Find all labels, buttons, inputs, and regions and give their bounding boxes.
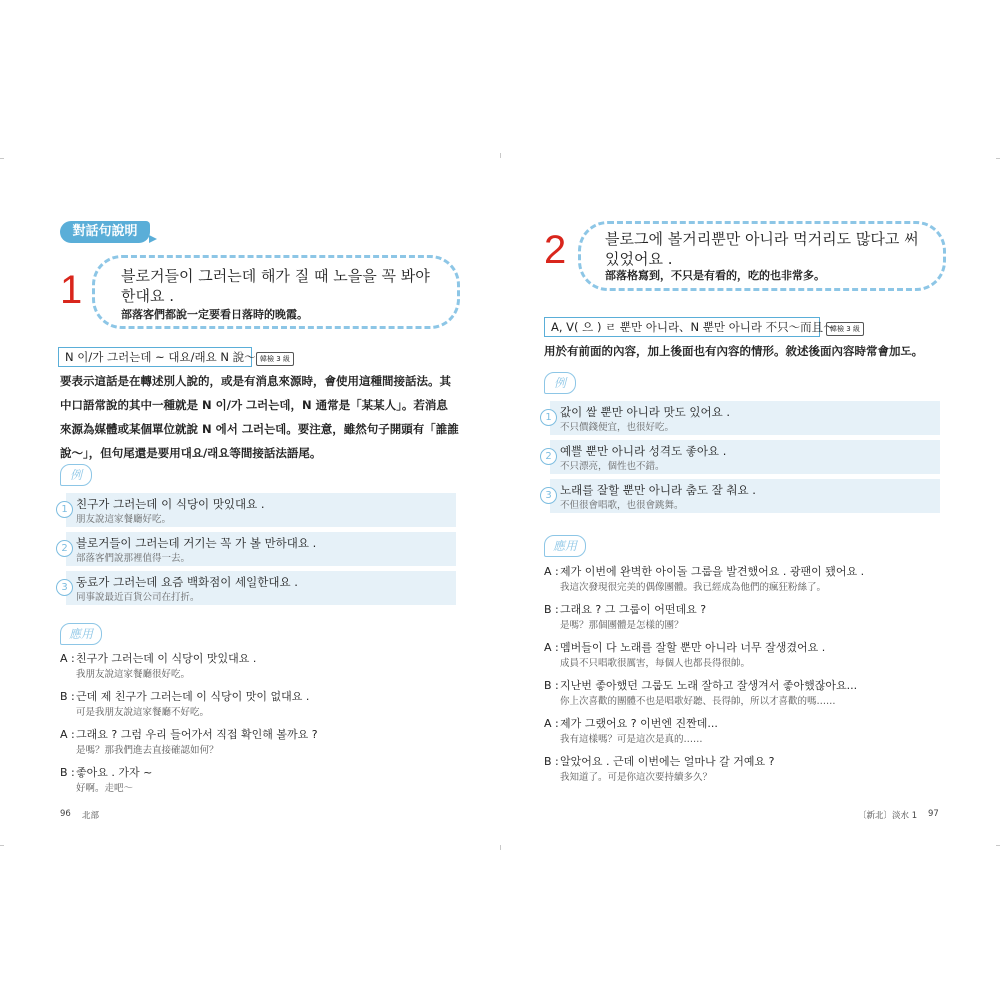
- example-chinese: 朋友說這家餐廳好吃。: [76, 514, 172, 525]
- dialogue-chinese: 可是我朋友說這家餐廳不好吃。: [76, 707, 210, 718]
- dialogue-speaker: A :: [544, 717, 559, 730]
- level-badge: 韓檢 3 級: [826, 322, 864, 336]
- dialogue-korean: 친구가 그러는데 이 식당이 맛있대요 .: [76, 652, 257, 665]
- sentence-number: 2: [544, 228, 567, 272]
- dialogue-korean: 제가 이번에 완벽한 아이돌 그룹을 발견했어요 . 광팬이 됐어요 .: [560, 565, 865, 578]
- dialogue-korean: 그래요 ? 그 그룹이 어떤데요 ?: [560, 603, 707, 616]
- dialogue-korean: 알았어요 . 근데 이번에는 얼마나 갈 거예요 ?: [560, 755, 775, 768]
- examples-label: 例: [60, 464, 92, 486]
- dialogue-chinese: 好啊。走吧〜: [76, 783, 134, 794]
- grammar-pattern: N 이/가 그러는데 ~ 대요/래요 N 說〜: [58, 347, 252, 367]
- explanation-line: 說〜」，但句尾還是要用대요/래요等間接話法語尾。: [60, 446, 322, 460]
- example-korean: 블로거들이 그러는데 거기는 꼭 가 볼 만하대요 .: [76, 536, 317, 550]
- example-chinese: 不只漂亮，個性也不錯。: [560, 461, 665, 472]
- bubble-korean-line: 블로그에 볼거리뿐만 아니라 먹거리도 많다고 써: [605, 230, 919, 248]
- section-name: 〔新北〕淡水 1: [858, 811, 918, 821]
- example-number: 2: [56, 540, 73, 557]
- explanation-line: 中口語常說的其中一種就是 N 이/가 그러는데，N 通常是「某某人」。若消息: [60, 398, 448, 412]
- dialogue-chinese: 我朋友說這家餐廳很好吃。: [76, 669, 191, 680]
- application-label: 應用: [544, 535, 586, 557]
- dialogue-speaker: B :: [544, 755, 559, 768]
- right-page: [500, 0, 1000, 1000]
- dialogue-korean: 멤버들이 다 노래를 잘할 뿐만 아니라 너무 잘생겼어요 .: [560, 641, 826, 654]
- example-number: 3: [56, 579, 73, 596]
- dialogue-chinese: 是嗎？那我們進去直接確認如何？: [76, 745, 219, 756]
- dialogue-speaker: B :: [60, 690, 75, 703]
- dialogue-korean: 지난번 좋아했던 그룹도 노래 잘하고 잘생겨서 좋아했잖아요...: [560, 679, 858, 692]
- bubble-korean-line: 한대요 .: [121, 287, 175, 305]
- dialogue-speaker: A :: [60, 652, 75, 665]
- page-number: 97: [928, 809, 939, 819]
- example-number: 2: [540, 448, 557, 465]
- bubble-korean-line: 블로거들이 그러는데 해가 질 때 노을을 꼭 봐야: [121, 267, 430, 285]
- explanation-line: 用於有前面的內容，加上後面也有內容的情形。敘述後面內容時常會加도。: [544, 344, 924, 358]
- dialogue-chinese: 我這次發現很完美的偶像團體。我已經成為他們的瘋狂粉絲了。: [560, 582, 827, 593]
- sentence-bubble: [92, 255, 460, 329]
- example-chinese: 不但很會唱歌，也很會跳舞。: [560, 500, 684, 511]
- dialogue-speaker: B :: [544, 679, 559, 692]
- section-header-tag: 對話句說明: [60, 221, 150, 243]
- grammar-pattern: A, V( 으 ) ㄹ 뿐만 아니라、N 뿐만 아니라 不只〜而且〜: [544, 317, 820, 337]
- example-number: 1: [540, 409, 557, 426]
- example-number: 1: [56, 501, 73, 518]
- bubble-chinese-translation: 部落客們都說一定要看日落時的晚霞。: [121, 308, 308, 321]
- bubble-chinese-translation: 部落格寫到，不只是有看的，吃的也非常多。: [605, 269, 825, 282]
- dialogue-chinese: 我知道了。可是你這次要持續多久？: [560, 772, 713, 783]
- section-name: 北部: [82, 811, 100, 821]
- dialogue-chinese: 你上次喜歡的團體不也是唱歌好聽、長得帥，所以才喜歡的嗎……: [560, 696, 836, 707]
- example-chinese: 同事說最近百貨公司在打折。: [76, 592, 200, 603]
- dialogue-speaker: B :: [60, 766, 75, 779]
- sentence-number: 1: [60, 268, 83, 312]
- example-number: 3: [540, 487, 557, 504]
- dialogue-korean: 그래요 ? 그럼 우리 들어가서 직접 확인해 볼까요 ?: [76, 728, 318, 741]
- example-korean: 동료가 그러는데 요즘 백화점이 세일한대요 .: [76, 575, 298, 589]
- dialogue-chinese: 成員不只唱歌很厲害，每個人也都長得很帥。: [560, 658, 751, 669]
- dialogue-speaker: B :: [544, 603, 559, 616]
- example-korean: 노래를 잘할 뿐만 아니라 춤도 잘 춰요 .: [560, 483, 756, 497]
- bubble-korean-line: 있었어요 .: [605, 250, 673, 268]
- example-chinese: 不只價錢便宜，也很好吃。: [560, 422, 675, 433]
- sentence-bubble: [578, 221, 946, 291]
- example-chinese: 部落客們說那裡值得一去。: [76, 553, 191, 564]
- example-korean: 친구가 그러는데 이 식당이 맛있대요 .: [76, 497, 265, 511]
- dialogue-korean: 좋아요 . 가자 ~: [76, 766, 153, 779]
- dialogue-chinese: 我有這樣嗎？可是這次是真的……: [560, 734, 703, 745]
- page-number: 96: [60, 809, 71, 819]
- dialogue-chinese: 是嗎？那個團體是怎樣的團？: [560, 620, 684, 631]
- dialogue-korean: 근데 제 친구가 그러는데 이 식당이 맛이 없대요 .: [76, 690, 310, 703]
- dialogue-korean: 제가 그랬어요 ? 이번엔 진짠데...: [560, 717, 718, 730]
- level-badge: 韓檢 3 級: [256, 352, 294, 366]
- dialogue-speaker: A :: [544, 641, 559, 654]
- dialogue-speaker: A :: [60, 728, 75, 741]
- dialogue-speaker: A :: [544, 565, 559, 578]
- examples-label: 例: [544, 372, 576, 394]
- application-label: 應用: [60, 623, 102, 645]
- explanation-line: 來源為媒體或某個單位就說 N 에서 그러는데。要注意，雖然句子開頭有「誰誰: [60, 422, 459, 436]
- example-korean: 값이 쌀 뿐만 아니라 맛도 있어요 .: [560, 405, 731, 419]
- example-korean: 예쁠 뿐만 아니라 성격도 좋아요 .: [560, 444, 727, 458]
- explanation-line: 要表示這話是在轉述別人說的，或是有消息來源時，會使用這種間接話法。其: [60, 374, 451, 388]
